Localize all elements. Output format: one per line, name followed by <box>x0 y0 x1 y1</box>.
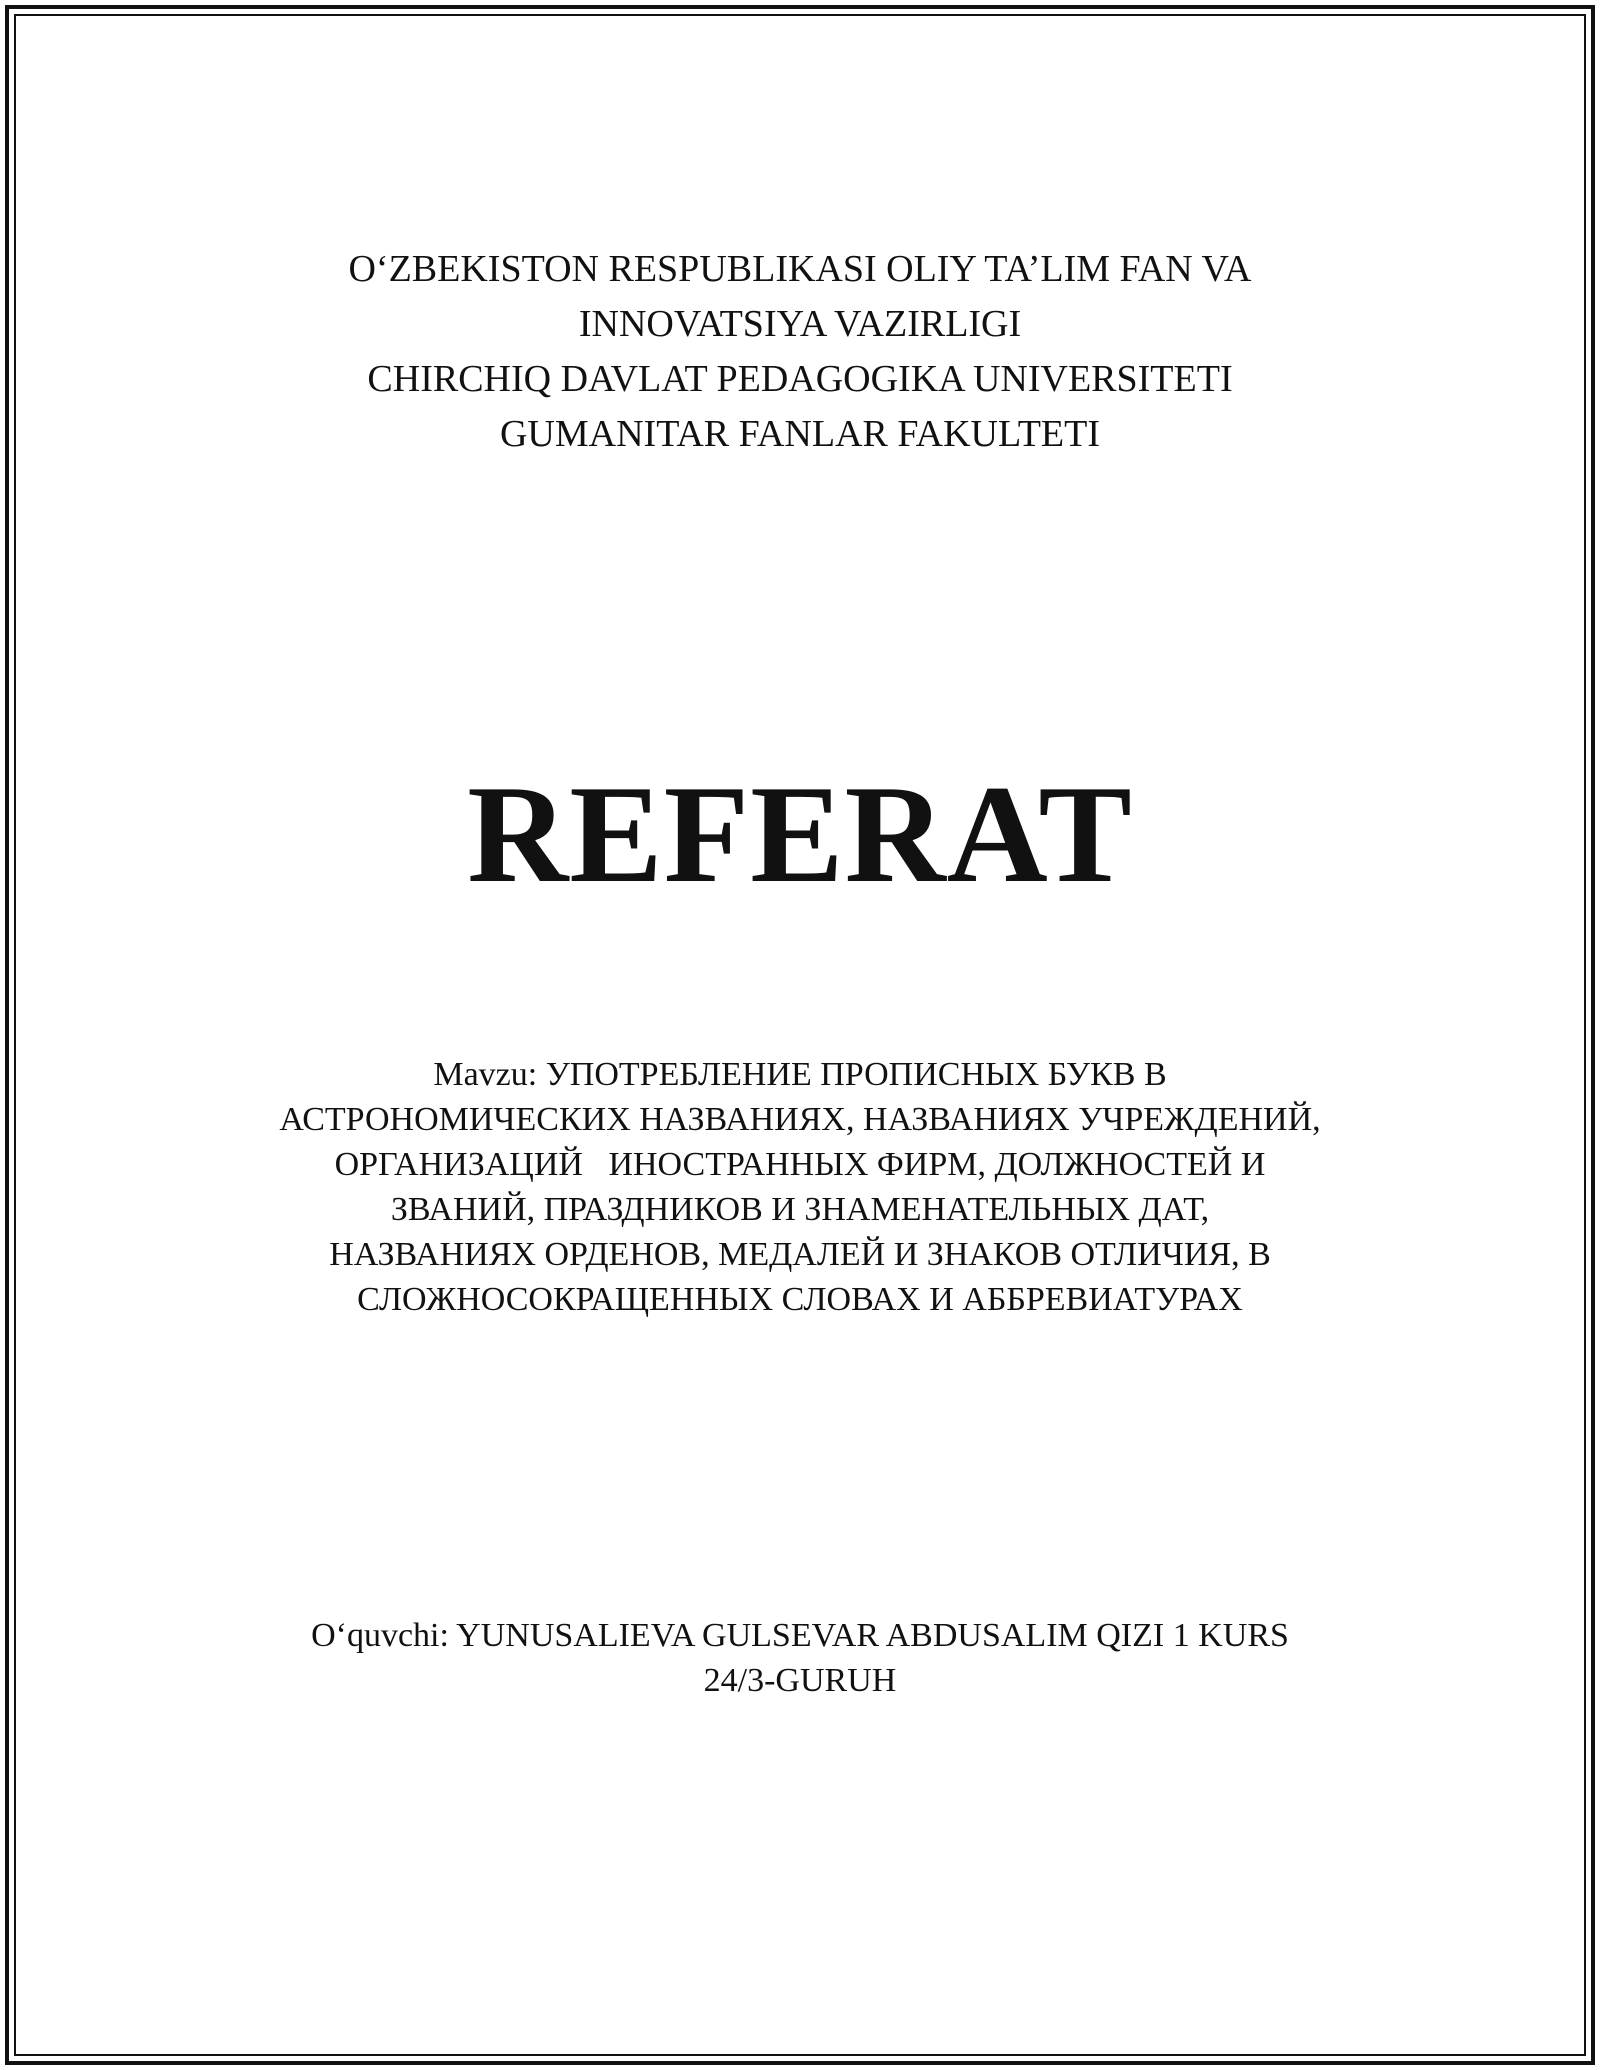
student-group-line: 24/3-GURUH <box>703 1662 897 1699</box>
student-name-line: O‘quvchi: YUNUSALIEVA GULSEVAR ABDUSALIM QIZI 1 KURS <box>311 1617 1289 1654</box>
topic-block <box>0 1052 1600 1322</box>
header-line-ministry: O‘ZBEKISTON RESPUBLIKASI OLIY TA’LIM FAN VA <box>348 248 1252 290</box>
institution-header <box>0 242 1600 462</box>
topic-line: НАЗВАНИЯХ ОРДЕНОВ, МЕДАЛЕЙ И ЗНАКОВ ОТЛИЧИЯ, В <box>329 1236 1271 1273</box>
topic-line: СЛОЖНОСОКРАЩЕННЫХ СЛОВАХ И АББРЕВИАТУРАХ <box>357 1281 1243 1318</box>
topic-line: ОРГАНИЗАЦИЙ ИНОСТРАННЫХ ФИРМ, ДОЛЖНОСТЕЙ И <box>334 1146 1266 1183</box>
document-title: REFERAT <box>467 757 1133 912</box>
topic-line: Mavzu: УПОТРЕБЛЕНИЕ ПРОПИСНЫХ БУКВ В <box>433 1056 1167 1093</box>
topic-line: ЗВАНИЙ, ПРАЗДНИКОВ И ЗНАМЕНАТЕЛЬНЫХ ДАТ, <box>390 1191 1210 1228</box>
header-line-ministry-cont: INNOVATSIYA VAZIRLIGI <box>578 303 1022 345</box>
header-line-university: CHIRCHIQ DAVLAT PEDAGOGIKA UNIVERSITETI <box>367 358 1233 400</box>
header-line-faculty: GUMANITAR FANLAR FAKULTETI <box>499 413 1101 455</box>
student-info <box>0 1613 1600 1703</box>
topic-line: АСТРОНОМИЧЕСКИХ НАЗВАНИЯХ, НАЗВАНИЯХ УЧРЕЖДЕНИЙ, <box>279 1101 1321 1138</box>
